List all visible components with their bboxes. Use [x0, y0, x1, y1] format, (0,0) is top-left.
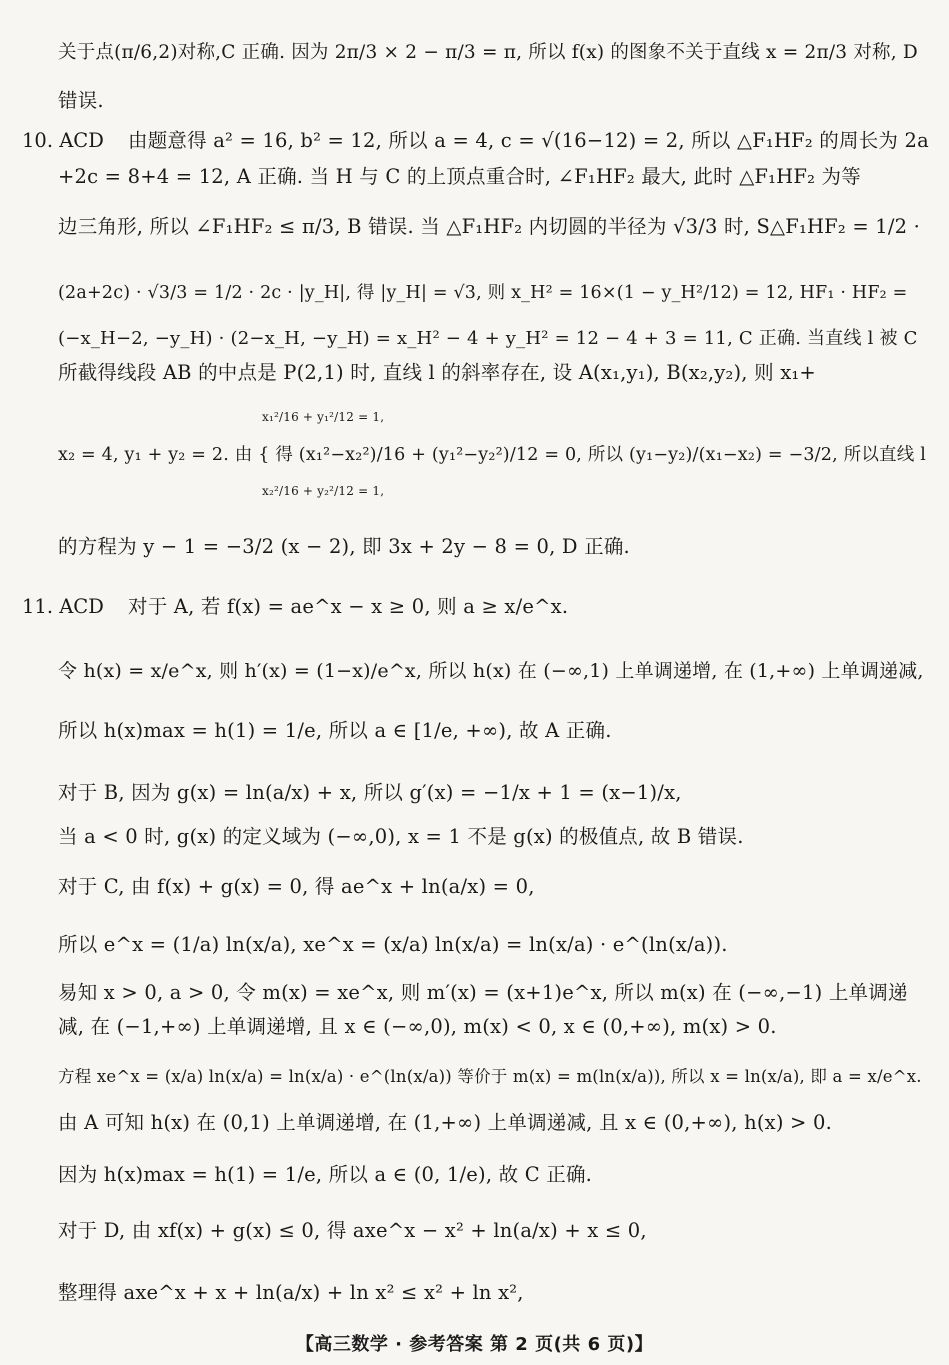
system-eq-1: x₁²/16 + y₁²/12 = 1, [262, 410, 385, 424]
text-line-19: 减, 在 (−1,+∞) 上单调递增, 且 x ∈ (−∞,0), m(x) < 0, x ∈ (0,+∞), m(x) > 0. [58, 1015, 777, 1038]
text-line-1: 关于点(π/6,2)对称,C 正确. 因为 2π/3 × 2 − π/3 = π, 所以 f(x) 的图象不关于直线 x = 2π/3 对称, D [58, 42, 918, 63]
text-line-18: 易知 x > 0, a > 0, 令 m(x) = xe^x, 则 m′(x) = (x+1)e^x, 所以 m(x) 在 (−∞,−1) 上单调递 [58, 981, 908, 1004]
text-line-20: 方程 xe^x = (x/a) ln(x/a) = ln(x/a) · e^(ln(x/a)) 等价于 m(x) = m(ln(x/a)), 所以 x = ln(x/a), 即 a = x/e^x. [58, 1067, 922, 1086]
text-line-5: 边三角形, 所以 ∠F₁HF₂ ≤ π/3, B 错误. 当 △F₁HF₂ 内切圆的半径为 √3/3 时, S△F₁HF₂ = 1/2 · [58, 215, 921, 238]
text-line-16: 对于 C, 由 f(x) + g(x) = 0, 得 ae^x + ln(a/x) = 0, [58, 875, 535, 898]
text-line-7: (−x_H−2, −y_H) · (2−x_H, −y_H) = x_H² − 4 + y_H² = 12 − 4 + 3 = 11, C 正确. 当直线 l 被 C [58, 328, 918, 349]
page-footer: 【高三数学 · 参考答案 第 2 页(共 6 页)】 [295, 1334, 654, 1355]
text-line-9: x₂ = 4, y₁ + y₂ = 2. 由 { 得 (x₁²−x₂²)/16 + (y₁²−y₂²)/12 = 0, 所以 (y₁−y₂)/(x₁−x₂) = −3/2, 所以直线 l [58, 445, 926, 465]
text-line-24: 整理得 axe^x + x + ln(a/x) + ln x² ≤ x² + ln x², [58, 1281, 524, 1304]
text-line-22: 因为 h(x)max = h(1) = 1/e, 所以 a ∈ (0, 1/e), 故 C 正确. [58, 1163, 593, 1186]
text-line-3: 由题意得 a² = 16, b² = 12, 所以 a = 4, c = √(16−12) = 2, 所以 △F₁HF₂ 的周长为 2a [128, 129, 929, 152]
text-line-21: 由 A 可知 h(x) 在 (0,1) 上单调递增, 在 (1,+∞) 上单调递减, 且 x ∈ (0,+∞), h(x) > 0. [58, 1111, 833, 1134]
text-line-14: 对于 B, 因为 g(x) = ln(a/x) + x, 所以 g′(x) = −1/x + 1 = (x−1)/x, [58, 781, 682, 804]
text-line-10: 的方程为 y − 1 = −3/2 (x − 2), 即 3x + 2y − 8 = 0, D 正确. [58, 535, 630, 558]
question-11-label: 11. ACD [22, 595, 104, 618]
text-line-23: 对于 D, 由 xf(x) + g(x) ≤ 0, 得 axe^x − x² + ln(a/x) + x ≤ 0, [58, 1219, 647, 1242]
text-line-4: +2c = 8+4 = 12, A 正确. 当 H 与 C 的上顶点重合时, ∠F₁HF₂ 最大, 此时 △F₁HF₂ 为等 [58, 165, 861, 188]
text-line-12: 令 h(x) = x/e^x, 则 h′(x) = (1−x)/e^x, 所以 h(x) 在 (−∞,1) 上单调递增, 在 (1,+∞) 上单调递减, [58, 660, 924, 682]
text-line-13: 所以 h(x)max = h(1) = 1/e, 所以 a ∈ [1/e, +∞), 故 A 正确. [58, 719, 612, 742]
text-line-15: 当 a < 0 时, g(x) 的定义域为 (−∞,0), x = 1 不是 g(x) 的极值点, 故 B 错误. [58, 825, 744, 848]
text-line-8: 所截得线段 AB 的中点是 P(2,1) 时, 直线 l 的斜率存在, 设 A(x₁,y₁), B(x₂,y₂), 则 x₁+ [58, 361, 816, 384]
question-10-label: 10. ACD [22, 129, 104, 152]
text-line-6: (2a+2c) · √3/3 = 1/2 · 2c · |y_H|, 得 |y_H| = √3, 则 x_H² = 16×(1 − y_H²/12) = 12, HF₁ · HF₂ = [58, 283, 908, 303]
system-eq-2: x₂²/16 + y₂²/12 = 1, [262, 484, 385, 498]
text-line-17: 所以 e^x = (1/a) ln(x/a), xe^x = (x/a) ln(x/a) = ln(x/a) · e^(ln(x/a)). [58, 933, 728, 956]
text-line-2: 错误. [58, 89, 104, 112]
text-line-11: 对于 A, 若 f(x) = ae^x − x ≥ 0, 则 a ≥ x/e^x. [128, 595, 569, 618]
